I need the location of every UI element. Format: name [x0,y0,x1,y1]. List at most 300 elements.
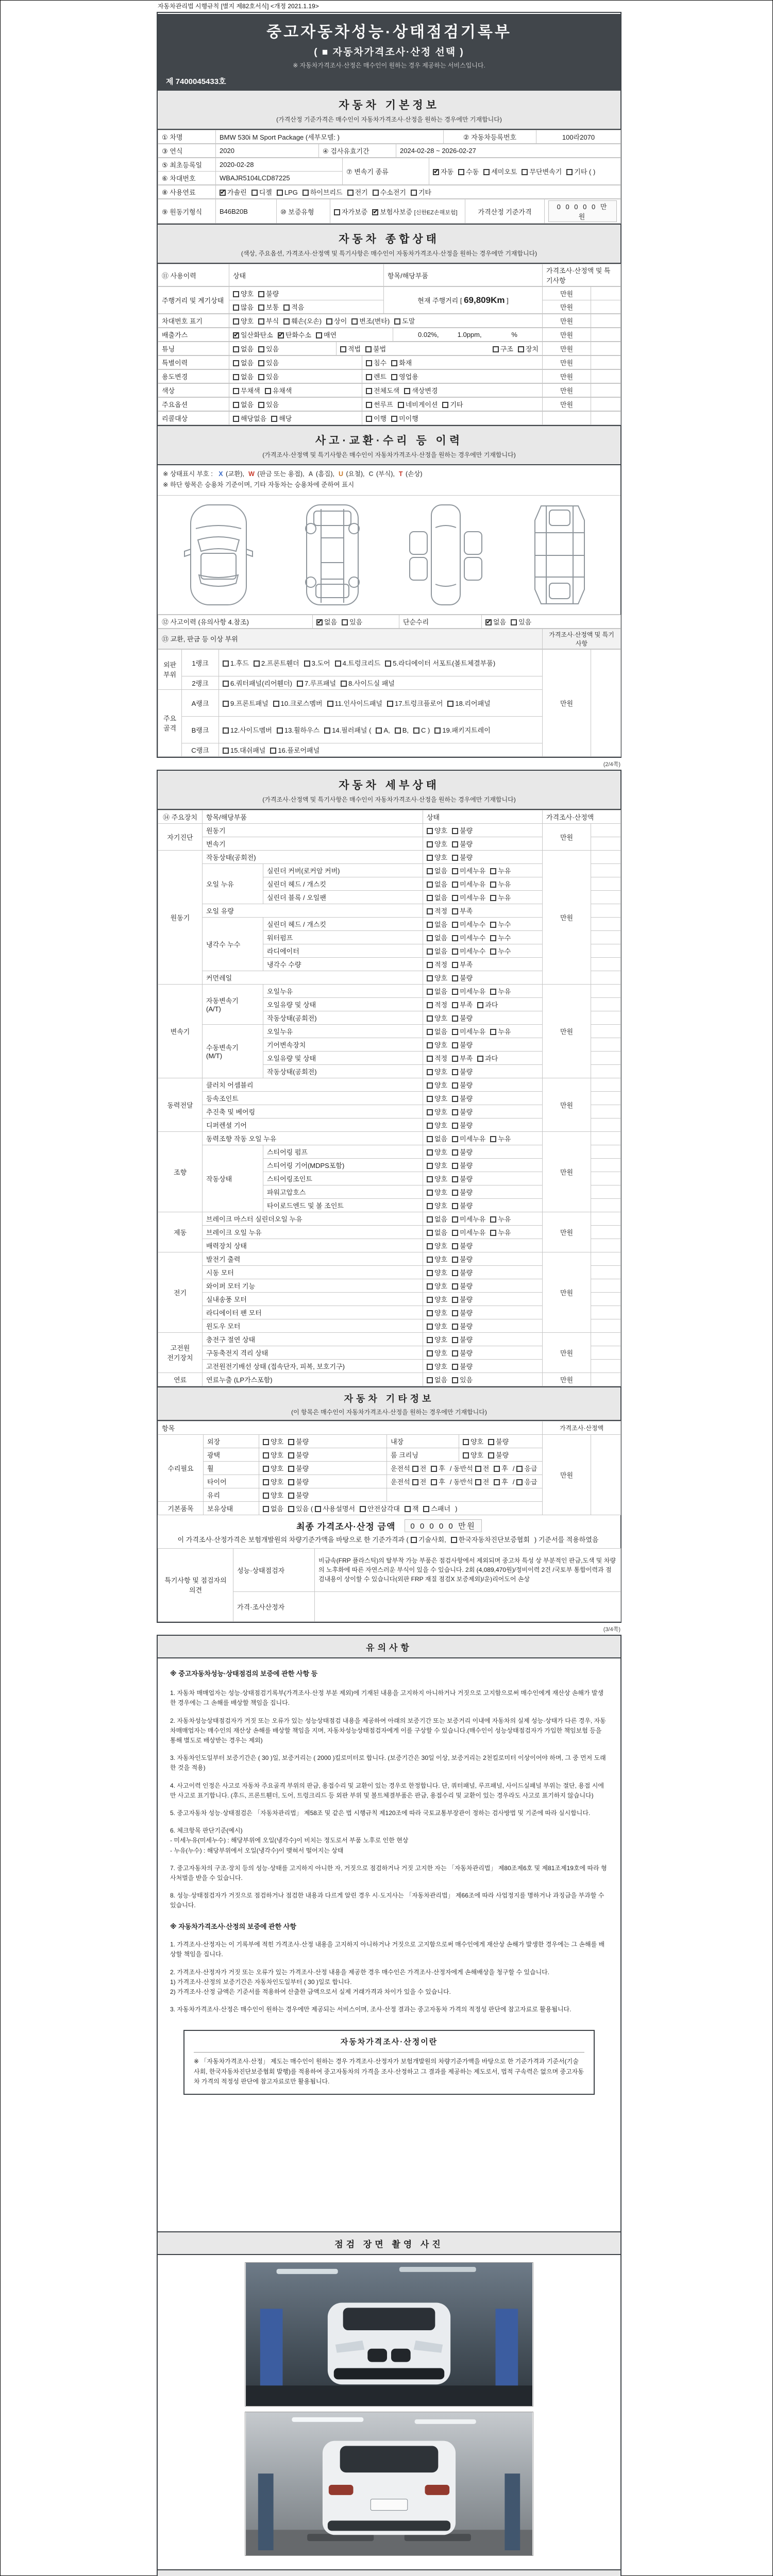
checkbox-option[interactable] [427,906,447,916]
checkbox[interactable] [413,727,419,734]
checkbox-option[interactable] [452,1200,473,1210]
checkbox-option[interactable] [427,986,447,996]
checkbox[interactable] [277,190,283,196]
checkbox-option[interactable] [233,399,254,409]
checkbox[interactable] [427,1096,433,1102]
checkbox-option[interactable] [223,725,272,735]
checkbox-option[interactable] [427,1254,447,1264]
checkbox[interactable] [490,895,496,901]
checkbox-option[interactable] [233,289,254,298]
checkbox-option[interactable] [477,999,498,1009]
checkbox-option[interactable] [391,358,412,367]
checkbox[interactable] [271,416,277,422]
checkbox[interactable] [315,1506,321,1512]
checkbox[interactable] [427,1056,433,1062]
checkbox[interactable] [341,681,347,687]
checkbox-option[interactable] [494,1463,508,1473]
checkbox-option[interactable] [458,166,479,176]
checkbox-option[interactable] [385,658,495,668]
checkbox[interactable] [223,748,229,754]
checkbox[interactable] [223,660,229,667]
checkbox-option[interactable] [452,1348,473,1358]
checkbox-option[interactable] [263,1490,283,1500]
checkbox-option[interactable] [427,852,447,862]
checkbox-option[interactable] [490,946,511,956]
checkbox-option[interactable] [277,725,320,735]
checkbox[interactable] [522,169,528,175]
checkbox[interactable] [427,1257,433,1263]
checkbox-option[interactable] [427,1093,447,1103]
checkbox[interactable] [427,1203,433,1209]
checkbox-option[interactable] [220,187,247,197]
checkbox[interactable] [452,1230,458,1236]
checkbox-option[interactable] [452,1334,473,1344]
checkbox[interactable] [366,360,372,366]
checkbox-option[interactable] [412,1463,427,1473]
checkbox-option[interactable] [490,1133,511,1143]
checkbox[interactable] [452,1350,458,1357]
checkbox[interactable] [427,1324,433,1330]
checkbox[interactable] [452,1216,458,1223]
checkbox-option[interactable] [288,1463,309,1473]
checkbox-option[interactable] [475,1463,490,1473]
checkbox[interactable] [490,935,496,941]
checkbox-option[interactable] [452,1040,473,1049]
checkbox[interactable] [452,1190,458,1196]
checkbox[interactable] [324,727,330,734]
checkbox-option[interactable] [452,866,485,875]
checkbox-option[interactable] [288,1477,309,1486]
checkbox-option[interactable] [452,892,485,902]
checkbox-option[interactable] [233,385,260,395]
checkbox[interactable] [427,1337,433,1343]
checkbox[interactable] [452,989,458,995]
checkbox[interactable] [263,1439,269,1445]
checkbox-option[interactable] [258,399,279,409]
checkbox[interactable] [327,701,333,707]
checkbox-option[interactable] [452,1281,473,1291]
checkbox[interactable] [263,1466,269,1472]
checkbox[interactable] [288,1452,294,1459]
checkbox-option[interactable] [452,1026,485,1036]
checkbox-option[interactable] [427,1040,447,1049]
checkbox-option[interactable] [427,1267,447,1277]
checkbox[interactable] [427,882,433,888]
checked-checkbox[interactable] [220,190,226,196]
checkbox-option[interactable] [427,1281,447,1291]
checkbox-option[interactable] [427,973,447,982]
checkbox-option[interactable] [452,1308,473,1317]
checkbox-option[interactable] [270,745,320,755]
checkbox-option[interactable] [427,839,447,849]
checkbox-option[interactable] [427,1174,447,1183]
checkbox-option[interactable] [452,1375,473,1384]
checkbox-option[interactable] [452,1361,473,1371]
checked-checkbox[interactable] [433,169,439,175]
checkbox-option[interactable] [427,946,447,956]
checkbox-option[interactable] [452,1321,473,1331]
checkbox-option[interactable] [387,698,443,708]
checkbox[interactable] [263,1493,269,1499]
checkbox[interactable] [427,1216,433,1223]
checkbox[interactable] [263,1452,269,1459]
checkbox[interactable] [427,948,433,955]
checkbox[interactable] [427,1364,433,1370]
checkbox-option[interactable] [288,1503,309,1513]
checkbox[interactable] [405,1506,411,1512]
checkbox[interactable] [452,1176,458,1182]
checkbox[interactable] [452,1002,458,1008]
checkbox-option[interactable] [411,187,431,197]
checkbox[interactable] [411,190,417,196]
checkbox[interactable] [452,1109,458,1115]
checkbox-option[interactable] [223,698,268,708]
checkbox-option[interactable] [304,658,330,668]
checkbox[interactable] [427,841,433,848]
checkbox-option[interactable] [452,919,485,929]
checkbox[interactable] [277,727,283,734]
checkbox[interactable] [427,1042,433,1048]
checkbox[interactable] [452,948,458,955]
checkbox-option[interactable] [452,1187,473,1197]
checkbox-option[interactable] [452,879,485,889]
checkbox[interactable] [452,868,458,874]
checkbox[interactable] [258,291,264,297]
checkbox[interactable] [490,1136,496,1142]
checkbox[interactable] [233,346,239,352]
checkbox-option[interactable] [452,1107,473,1116]
checkbox[interactable] [452,1243,458,1249]
checkbox-option[interactable] [263,1450,283,1460]
checkbox-option[interactable] [433,166,453,176]
checkbox[interactable] [283,304,290,311]
checkbox[interactable] [452,1203,458,1209]
checkbox[interactable] [258,346,264,352]
checkbox[interactable] [490,1230,496,1236]
checkbox-option[interactable] [427,825,447,835]
checkbox-option[interactable] [334,207,367,216]
checkbox[interactable] [223,701,229,707]
checkbox[interactable] [427,1176,433,1182]
checkbox-option[interactable] [434,725,490,735]
checkbox-option[interactable] [263,1503,283,1513]
checkbox-option[interactable] [452,1214,485,1224]
checkbox[interactable] [490,868,496,874]
checkbox-option[interactable] [263,1477,283,1486]
checkbox[interactable] [452,1149,458,1156]
checkbox[interactable] [452,1123,458,1129]
checkbox-option[interactable] [258,371,279,381]
checkbox-option[interactable] [516,1463,537,1473]
checkbox-option[interactable] [442,399,463,409]
checkbox-option[interactable] [427,1348,447,1358]
checkbox[interactable] [427,828,433,834]
checkbox[interactable] [427,989,433,995]
checkbox-option[interactable] [490,1214,511,1224]
checkbox[interactable] [427,1230,433,1236]
checkbox[interactable] [452,1029,458,1035]
checkbox[interactable] [223,727,229,734]
checked-checkbox[interactable] [485,619,492,625]
checkbox[interactable] [427,1123,433,1129]
checkbox-option[interactable] [477,1053,498,1063]
checkbox[interactable] [411,1537,417,1543]
checkbox-option[interactable] [223,678,292,688]
checkbox[interactable] [391,374,397,380]
checkbox-option[interactable] [233,316,254,326]
checkbox[interactable] [303,190,309,196]
checkbox[interactable] [452,882,458,888]
checkbox[interactable] [233,318,239,325]
checkbox-option[interactable] [511,617,531,626]
checkbox[interactable] [297,681,303,687]
checkbox-option[interactable] [490,1227,511,1237]
checkbox[interactable] [258,318,264,325]
checkbox-option[interactable] [490,879,511,889]
checkbox-option[interactable] [376,726,390,734]
checkbox-option[interactable] [475,1477,490,1486]
checkbox-option[interactable] [452,1066,473,1076]
checkbox-option[interactable] [490,919,511,929]
checkbox[interactable] [427,975,433,981]
checkbox-option[interactable] [366,371,386,381]
checkbox-option[interactable] [452,1294,473,1304]
checkbox-option[interactable] [233,302,254,312]
checkbox-option[interactable] [488,1436,509,1446]
checkbox-option[interactable] [427,1107,447,1116]
checkbox-option[interactable] [398,399,438,409]
checkbox[interactable] [427,922,433,928]
checkbox[interactable] [452,1377,458,1383]
checkbox-option[interactable] [427,1147,447,1157]
checkbox-option[interactable] [452,1013,473,1023]
checkbox[interactable] [442,402,448,408]
checkbox-option[interactable] [431,1477,445,1486]
checkbox[interactable] [452,1042,458,1048]
checkbox-option[interactable] [340,344,361,353]
checkbox-option[interactable] [452,973,473,982]
checkbox-option[interactable] [365,344,386,353]
checkbox[interactable] [427,1270,433,1276]
checkbox-option[interactable] [427,1187,447,1197]
checkbox[interactable] [335,660,341,667]
checkbox[interactable] [452,1337,458,1343]
checkbox[interactable] [566,169,573,175]
checkbox[interactable] [452,1283,458,1290]
checkbox[interactable] [412,1466,418,1472]
checkbox-option[interactable] [485,617,506,626]
checkbox[interactable] [360,1506,366,1512]
checkbox[interactable] [288,1493,294,1499]
checkbox-option[interactable] [427,919,447,929]
checkbox-option[interactable] [316,617,337,626]
checkbox[interactable] [427,1136,433,1142]
checkbox[interactable] [516,1466,523,1472]
checkbox-option[interactable] [303,187,343,197]
checkbox[interactable] [233,388,239,394]
checkbox[interactable] [490,922,496,928]
checkbox-option[interactable] [265,385,292,395]
checkbox-option[interactable] [463,1436,483,1446]
checkbox-option[interactable] [493,344,513,353]
checkbox-option[interactable] [233,371,254,381]
checkbox-option[interactable] [452,1267,473,1277]
checkbox-option[interactable] [372,207,412,216]
checkbox[interactable] [233,374,239,380]
checkbox[interactable] [288,1439,294,1445]
checkbox-option[interactable] [452,1080,473,1090]
checkbox-option[interactable] [427,1160,447,1170]
checkbox[interactable] [494,1466,500,1472]
checkbox-option[interactable] [427,1294,447,1304]
checkbox[interactable] [427,1002,433,1008]
checkbox-option[interactable] [427,959,447,969]
checkbox-option[interactable] [451,1534,530,1544]
checkbox-option[interactable] [452,999,473,1009]
checkbox-option[interactable] [427,1053,447,1063]
checkbox[interactable] [342,619,348,625]
checkbox-option[interactable] [233,330,273,340]
checkbox-option[interactable] [490,866,511,875]
checkbox[interactable] [488,1452,494,1459]
checkbox-option[interactable] [273,698,323,708]
checkbox-option[interactable] [223,658,249,668]
checkbox[interactable] [351,318,358,325]
checkbox-option[interactable] [395,726,409,734]
checkbox[interactable] [427,1029,433,1035]
checkbox[interactable] [263,1479,269,1485]
checkbox-option[interactable] [233,344,254,353]
checkbox[interactable] [452,1163,458,1169]
checkbox-option[interactable] [258,344,279,353]
checkbox-option[interactable] [271,413,292,423]
checkbox-option[interactable] [347,187,368,197]
checkbox-option[interactable] [427,892,447,902]
checkbox[interactable] [431,1479,437,1485]
checkbox-option[interactable] [315,1503,355,1513]
checkbox[interactable] [376,727,382,734]
checkbox[interactable] [427,895,433,901]
checkbox[interactable] [463,1439,469,1445]
checkbox-option[interactable] [427,1361,447,1371]
checkbox[interactable] [511,619,517,625]
checkbox-option[interactable] [351,316,390,326]
checkbox[interactable] [394,318,400,325]
checkbox[interactable] [458,169,464,175]
checkbox-option[interactable] [452,825,473,835]
checked-checkbox[interactable] [372,209,378,215]
checkbox-option[interactable] [254,658,299,668]
checkbox[interactable] [490,989,496,995]
checkbox[interactable] [427,1149,433,1156]
checkbox[interactable] [483,169,490,175]
checkbox-option[interactable] [427,1227,447,1237]
checkbox[interactable] [452,935,458,941]
checkbox-option[interactable] [413,726,430,734]
checkbox-option[interactable] [452,1160,473,1170]
checkbox[interactable] [387,701,393,707]
checkbox[interactable] [452,841,458,848]
checkbox[interactable] [475,1466,481,1472]
checkbox[interactable] [304,660,310,667]
checkbox[interactable] [334,209,340,215]
checkbox-option[interactable] [412,1477,427,1486]
checkbox-option[interactable] [427,1214,447,1224]
checkbox-option[interactable] [360,1503,400,1513]
checkbox[interactable] [427,1310,433,1316]
checkbox[interactable] [391,360,397,366]
checkbox[interactable] [258,402,264,408]
checkbox-option[interactable] [494,1477,508,1486]
checkbox-option[interactable] [366,385,399,395]
checkbox-option[interactable] [258,302,279,312]
checkbox[interactable] [427,1377,433,1383]
checkbox-option[interactable] [373,187,406,197]
checkbox-option[interactable] [452,839,473,849]
checkbox-option[interactable] [316,330,337,340]
checkbox[interactable] [233,360,239,366]
checkbox-option[interactable] [233,358,254,367]
checkbox[interactable] [493,346,499,352]
checkbox[interactable] [516,1479,523,1485]
checkbox[interactable] [427,935,433,941]
checkbox-option[interactable] [483,166,517,176]
checkbox[interactable] [233,304,239,311]
checkbox-option[interactable] [327,698,382,708]
checkbox-option[interactable] [335,658,381,668]
checkbox[interactable] [263,1506,269,1512]
checkbox-option[interactable] [405,1503,419,1513]
checkbox-option[interactable] [518,344,539,353]
checkbox[interactable] [490,1029,496,1035]
checkbox-option[interactable] [452,1174,473,1183]
checkbox-option[interactable] [341,678,395,688]
checkbox[interactable] [475,1479,481,1485]
checkbox-option[interactable] [427,933,447,942]
checkbox-option[interactable] [258,358,279,367]
checkbox-option[interactable] [297,678,336,688]
checkbox[interactable] [452,1056,458,1062]
checkbox-option[interactable] [233,413,266,423]
checkbox[interactable] [233,416,239,422]
checkbox[interactable] [385,660,391,667]
checkbox-option[interactable] [463,1450,483,1460]
checkbox-option[interactable] [431,1463,445,1473]
checkbox[interactable] [451,1537,457,1543]
checkbox[interactable] [452,1069,458,1075]
checkbox-option[interactable] [427,1321,447,1331]
checkbox[interactable] [447,701,453,707]
checkbox-option[interactable] [452,1254,473,1264]
checkbox-option[interactable] [427,1133,447,1143]
checkbox[interactable] [373,190,379,196]
checkbox[interactable] [398,402,404,408]
checkbox-option[interactable] [566,166,595,176]
checkbox-option[interactable] [258,316,279,326]
checkbox[interactable] [431,1466,437,1472]
checkbox[interactable] [427,1015,433,1022]
checkbox[interactable] [273,701,279,707]
checkbox-option[interactable] [427,1080,447,1090]
checkbox[interactable] [452,855,458,861]
checkbox-option[interactable] [283,302,304,312]
checkbox-option[interactable] [324,725,371,735]
checkbox[interactable] [288,1466,294,1472]
checkbox-option[interactable] [251,187,272,197]
checkbox[interactable] [395,727,401,734]
checkbox[interactable] [427,1069,433,1075]
checkbox-option[interactable] [427,1013,447,1023]
